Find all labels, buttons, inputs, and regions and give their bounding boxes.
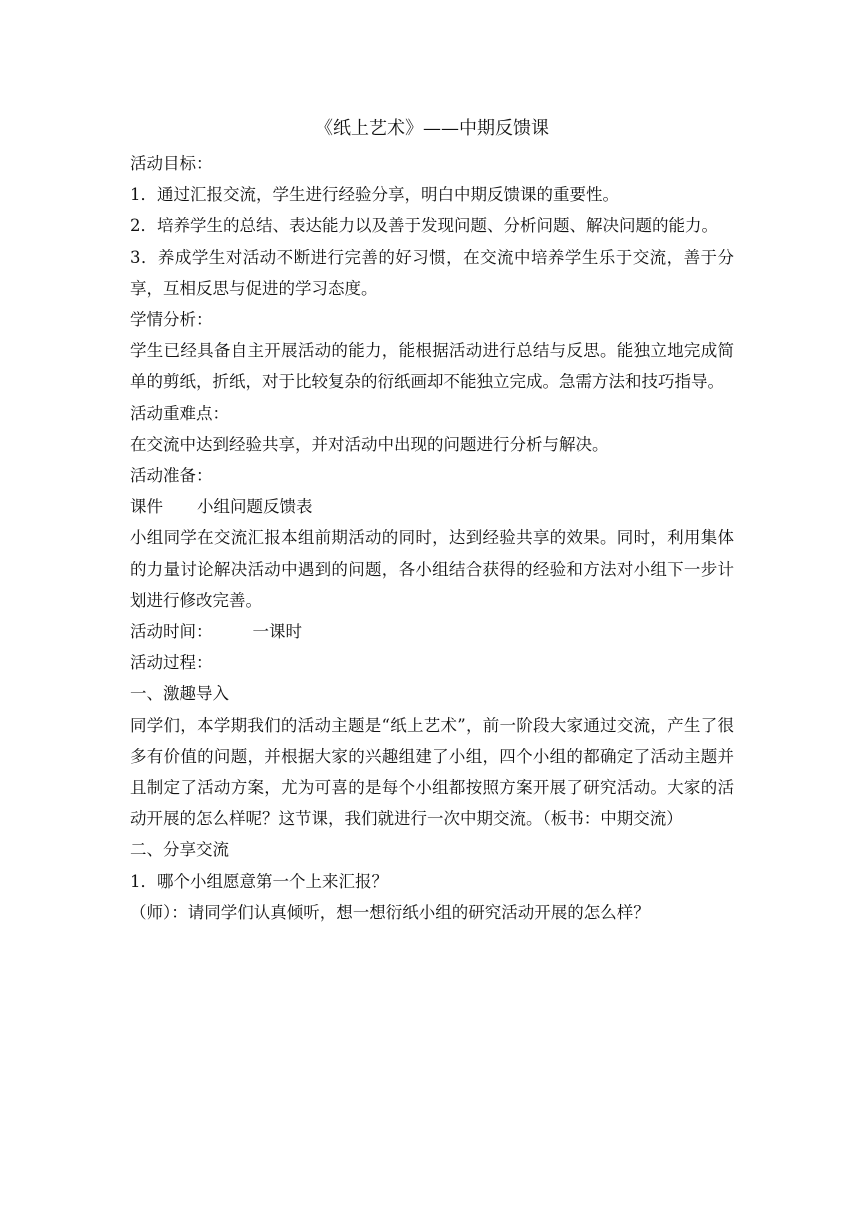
goal-item-2: 2．培养学生的总结、表达能力以及善于发现问题、分析问题、解决问题的能力。 [130, 216, 718, 236]
step1-text: 同学们，本学期我们的活动主题是“纸上艺术”，前一阶段大家通过交流，产生了很多有价值的问题，并根据大家的兴趣组建了小组，四个小组的都确定了活动主题并且制定了活动方案，尤为可喜的是每个小组都按照方案开展了研究活动。大家的活动开展的怎么样呢？这节课，我们就进行一次中期交流。（板书：中期交流） [130, 715, 734, 829]
step2-question-1: 1．哪个小组愿意第一个上来汇报？ [130, 871, 388, 891]
analysis-text: 学生已经具备自主开展活动的能力，能根据活动进行总结与反思。能独立地完成简单的剪纸，折纸，对于比较复杂的衍纸画却不能独立完成。急需方法和技巧指导。 [130, 341, 734, 392]
step1-heading: 一、激趣导入 [130, 684, 229, 704]
step2-heading: 二、分享交流 [130, 840, 229, 860]
goal-item-3: 3．养成学生对活动不断进行完善的好习惯，在交流中培养学生乐于交流，善于分享，互相反思与促进的学习态度。 [130, 247, 734, 298]
prep-item-feedback-form: 小组问题反馈表 [197, 497, 313, 517]
time-value: 一课时 [252, 622, 302, 642]
time-label: 活动时间： [130, 622, 213, 642]
prep-text: 小组同学在交流汇报本组前期活动的同时，达到经验共享的效果。同时，利用集体的力量讨论解决活动中遇到的问题，各小组结合获得的经验和方法对小组下一步计划进行修改完善。 [130, 528, 734, 610]
step2-teacher-line: （师）：请同学们认真倾听，想一想衍纸小组的研究活动开展的怎么样？ [130, 902, 650, 922]
difficulty-text: 在交流中达到经验共享，并对活动中出现的问题进行分析与解决。 [130, 434, 609, 454]
difficulty-heading: 活动重难点： [130, 403, 229, 423]
goals-heading: 活动目标： [130, 154, 213, 173]
goal-item-1: 1．通过汇报交流，学生进行经验分享，明白中期反馈课的重要性。 [130, 185, 619, 205]
prep-item-courseware: 课件 [130, 497, 163, 517]
document-page [130, 112, 734, 928]
document-title: 《纸上艺术》——中期反馈课 [315, 118, 549, 139]
time-line [130, 616, 734, 647]
prep-items [130, 491, 734, 522]
process-heading: 活动过程： [130, 653, 213, 673]
prep-heading: 活动准备： [130, 466, 213, 486]
analysis-heading: 学情分析： [130, 310, 213, 330]
